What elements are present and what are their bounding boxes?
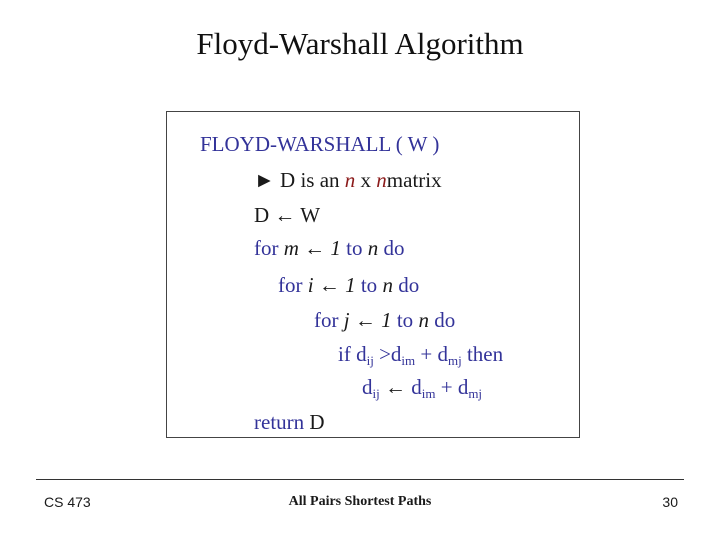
comment-n1: n bbox=[344, 168, 356, 192]
loop-i-end: n bbox=[382, 273, 393, 297]
footer-topic: All Pairs Shortest Paths bbox=[288, 494, 432, 509]
update-d-im: $d_{im}$ bbox=[411, 375, 436, 401]
loop-i-arrow: ← bbox=[318, 273, 340, 297]
loop-m-to: to bbox=[346, 236, 363, 260]
loop-i-for: for bbox=[278, 273, 303, 297]
comment-text: is an bbox=[300, 168, 340, 192]
comment-n2: n bbox=[376, 168, 387, 192]
if-line bbox=[338, 342, 503, 366]
loop-i-to: to bbox=[360, 273, 378, 297]
comment-matrix: matrix bbox=[386, 168, 442, 192]
then-keyword: then bbox=[466, 342, 504, 366]
loop-m-line bbox=[254, 236, 405, 260]
assign-arrow: ← bbox=[274, 203, 296, 227]
update-plus: + bbox=[440, 375, 453, 399]
loop-i-do: do bbox=[398, 273, 420, 297]
loop-m-var: m bbox=[283, 236, 299, 260]
comment-line bbox=[254, 168, 442, 192]
slide-title: Floyd-Warshall Algorithm bbox=[196, 26, 524, 61]
update-arrow: ← bbox=[384, 375, 406, 399]
if-plus: + bbox=[420, 342, 433, 366]
loop-i-var: i bbox=[307, 273, 314, 297]
loop-j-do: do bbox=[434, 308, 456, 332]
loop-m-end: n bbox=[367, 236, 379, 260]
footer-divider bbox=[36, 479, 684, 480]
assign-line bbox=[254, 203, 320, 227]
loop-j-start: 1 bbox=[381, 308, 392, 332]
if-d-ij: $d_{ij}$ bbox=[356, 342, 374, 368]
algorithm-header: FLOYD-WARSHALL ( W ) bbox=[200, 132, 440, 156]
loop-j-end: n bbox=[418, 308, 429, 332]
page-number: 30 bbox=[662, 494, 678, 510]
loop-j-arrow: ← bbox=[354, 308, 376, 332]
return-keyword: return bbox=[254, 410, 305, 434]
loop-j-to: to bbox=[396, 308, 414, 332]
loop-i-line bbox=[278, 273, 419, 297]
update-line bbox=[362, 375, 482, 399]
assign-lhs: D bbox=[254, 203, 270, 227]
loop-m-start: 1 bbox=[330, 236, 341, 260]
update-d-ij: $d_{ij}$ bbox=[362, 375, 380, 401]
loop-m-for: for bbox=[254, 236, 279, 260]
return-var: D bbox=[309, 410, 325, 434]
loop-i-start: 1 bbox=[345, 273, 356, 297]
assign-rhs: W bbox=[300, 203, 321, 227]
loop-m-arrow: ← bbox=[304, 236, 326, 260]
loop-j-for: for bbox=[314, 308, 339, 332]
if-d-im: $d_{im}$ bbox=[390, 342, 416, 368]
if-gt: > bbox=[379, 342, 391, 366]
loop-j-line bbox=[314, 308, 455, 332]
update-d-mj: $d_{mj}$ bbox=[457, 375, 483, 401]
comment-marker: ► bbox=[254, 168, 275, 192]
return-line bbox=[254, 410, 325, 434]
if-d-mj: $d_{mj}$ bbox=[437, 342, 462, 368]
loop-m-do: do bbox=[383, 236, 405, 260]
comment-x: x bbox=[360, 168, 372, 192]
comment-var: D bbox=[280, 168, 296, 192]
loop-j-var: j bbox=[343, 308, 350, 332]
if-keyword: if bbox=[338, 342, 351, 366]
footer-course: CS 473 bbox=[44, 494, 91, 510]
